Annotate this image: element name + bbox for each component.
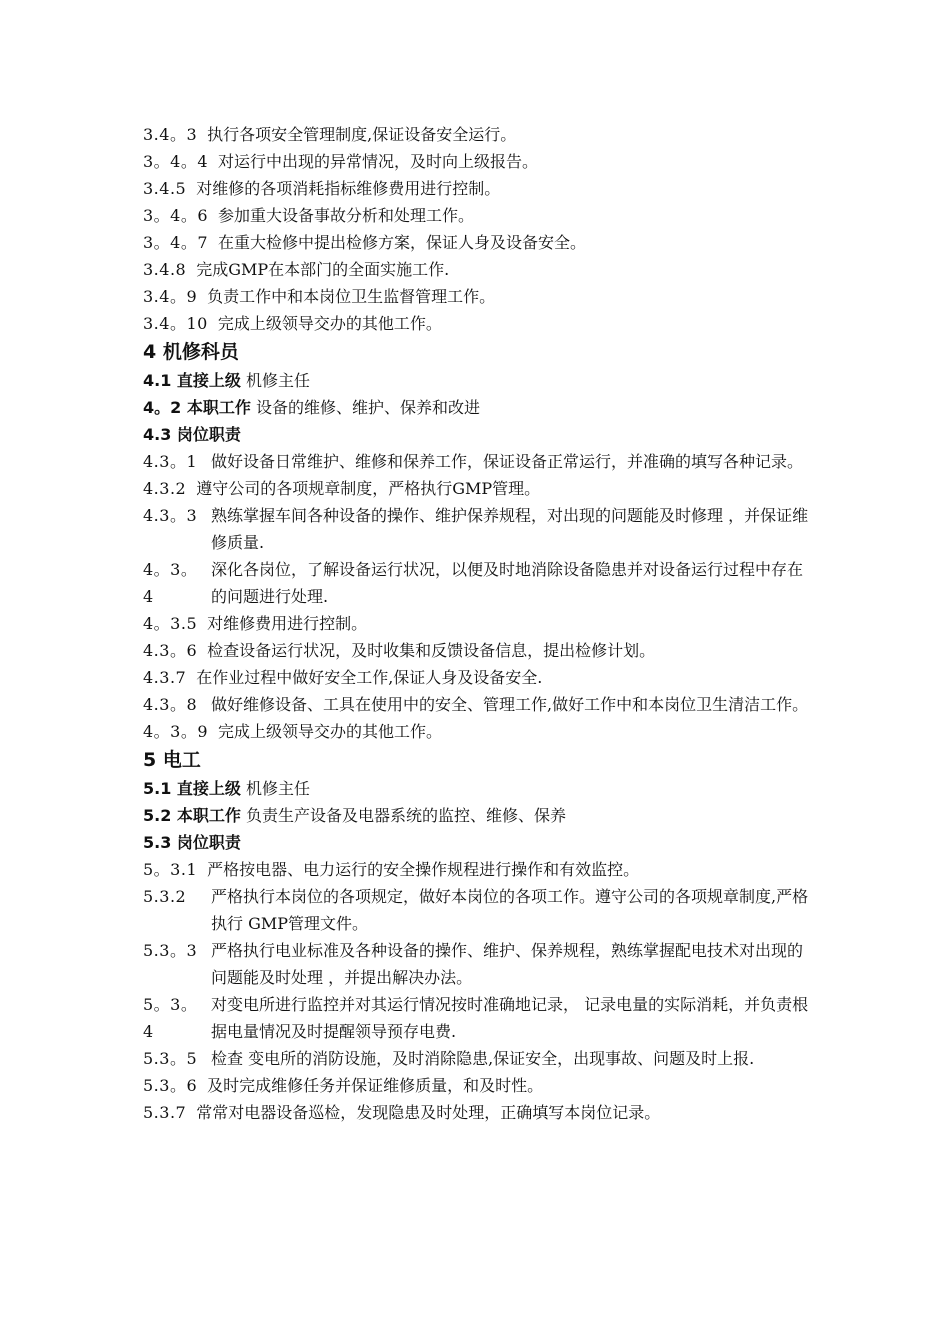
- responsibility-line: [143, 421, 813, 448]
- section5-list: [143, 856, 813, 1126]
- list-item: 5.3。3 严格执行电业标准及各种设备的操作、维护、保养规程，熟练掌握配电技术对出现的问题能及时处理 ，并提出解决办法。: [143, 941, 804, 987]
- list-item: 3.4。3 执行各项安全管理制度,保证设备安全运行。: [143, 125, 517, 144]
- list-item: 3.4。10 完成上级领导交办的其他工作。: [143, 314, 442, 333]
- list-item: 4.3.7 在作业过程中做好安全工作,保证人身及设备安全.: [143, 668, 543, 687]
- responsibility-label: 5.3 岗位职责: [143, 833, 241, 852]
- list-item: 3。4。6 参加重大设备事故分析和处理工作。: [143, 206, 475, 225]
- section-heading: 5 电工: [143, 749, 201, 771]
- duty-label: 4。2 本职工作: [143, 398, 251, 417]
- list-item: 3.4。9 负责工作中和本岗位卫生监督管理工作。: [143, 287, 496, 306]
- list-item: 4.3。1 做好设备日常维护、维修和保养工作，保证设备正常运行，并准确的填写各种记录。: [143, 452, 804, 471]
- list-item: 5.3.7 常常对电器设备巡检，发现隐患及时处理，正确填写本岗位记录。: [143, 1103, 661, 1122]
- section-heading: 4 机修科员: [143, 341, 239, 363]
- list-item: 5。3。4 对变电所进行监控并对其运行情况按时准确地记录， 记录电量的实际消耗，并负责根据电量情况及时提醒领导预存电费.: [143, 995, 809, 1041]
- supervisor-label: 5.1 直接上级: [143, 779, 241, 798]
- list-item: 4.3。8 做好维修设备、工具在使用中的安全、管理工作,做好工作中和本岗位卫生清洁工作。: [143, 695, 809, 714]
- list-item: 5。3.1 严格按电器、电力运行的安全操作规程进行操作和有效监控。: [143, 860, 640, 879]
- list-item: 4.3.2 遵守公司的各项规章制度，严格执行GMP管理。: [143, 479, 541, 498]
- list-item: 3。4。4 对运行中出现的异常情况，及时向上级报告。: [143, 152, 539, 171]
- responsibility-label: 4.3 岗位职责: [143, 425, 241, 444]
- duty-label: 5.2 本职工作: [143, 806, 241, 825]
- duty-value: 负责生产设备及电器系统的监控、维修、保养: [246, 806, 567, 825]
- list-item: 4。3.5 对维修费用进行控制。: [143, 614, 368, 633]
- list-item: 4.3。3 熟练掌握车间各种设备的操作、维护保养规程，对出现的问题能及时修理 ，并保证维修质量.: [143, 506, 809, 552]
- section4-list: [143, 448, 813, 745]
- list-item: 4.3。6 检查设备运行状况，及时收集和反馈设备信息，提出检修计划。: [143, 641, 656, 660]
- supervisor-line: [143, 367, 813, 394]
- supervisor-value: 机修主任: [246, 779, 311, 798]
- supervisor-value: 机修主任: [246, 371, 311, 390]
- list-item: 5.3.2 严格执行本岗位的各项规定，做好本岗位的各项工作。遵守公司的各项规章制度,严格执行 GMP管理文件。: [143, 887, 809, 933]
- list-item: 4。3。4 深化各岗位，了解设备运行状况，以便及时地消除设备隐患并对设备运行过程中存在的问题进行处理.: [143, 560, 804, 606]
- duty-line: [143, 802, 813, 829]
- list-item: 4。3。9 完成上级领导交办的其他工作。: [143, 722, 443, 741]
- supervisor-label: 4.1 直接上级: [143, 371, 241, 390]
- duty-value: 设备的维修、维护、保养和改进: [255, 398, 480, 417]
- responsibility-line: [143, 829, 813, 856]
- list-item: 5.3。6 及时完成维修任务并保证维修质量，和及时性。: [143, 1076, 544, 1095]
- list-item: 3。4。7 在重大检修中提出检修方案，保证人身及设备安全。: [143, 233, 587, 252]
- document-body: [143, 121, 813, 1126]
- list-item: 5.3。5 检查 变电所的消防设施，及时消除隐患,保证安全，出现事故、问题及时上报.: [143, 1049, 755, 1068]
- section3-list: [143, 121, 813, 337]
- list-item: 3.4.5 对维修的各项消耗指标维修费用进行控制。: [143, 179, 501, 198]
- supervisor-line: [143, 775, 813, 802]
- list-item: 3.4.8 完成GMP在本部门的全面实施工作.: [143, 260, 450, 279]
- duty-line: [143, 394, 813, 421]
